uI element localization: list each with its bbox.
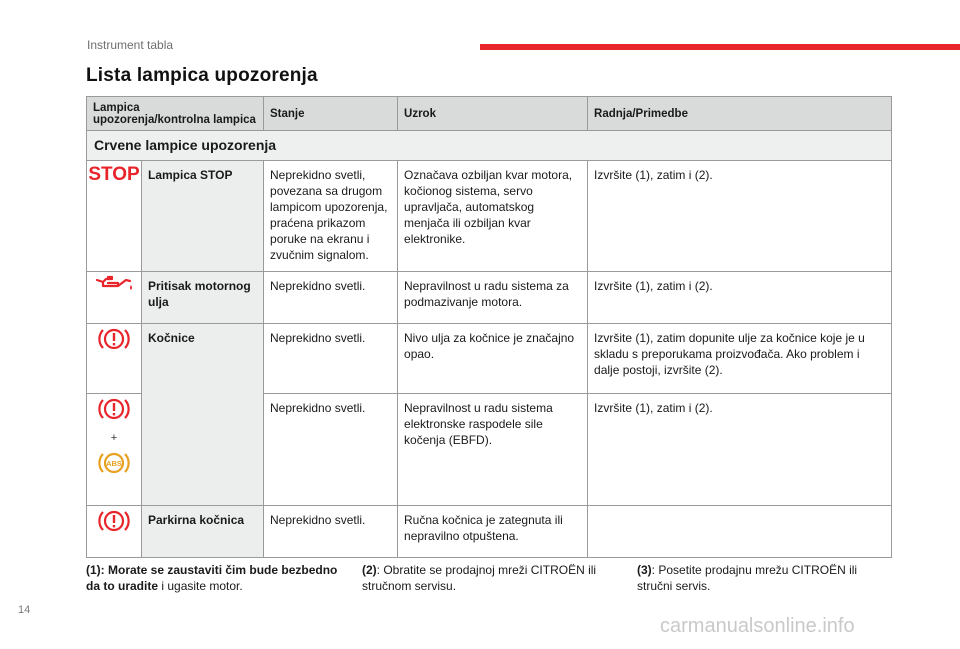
- lamp-action: Izvršite (1), zatim i (2).: [588, 272, 892, 324]
- plus-sign: +: [110, 432, 118, 444]
- footnote-2: [362, 562, 622, 594]
- warning-lights-table: [86, 96, 892, 558]
- lamp-state: Neprekidno svetli.: [264, 272, 398, 324]
- page-number: 14: [18, 604, 31, 616]
- footnote-1: [86, 562, 346, 594]
- column-header-state: Stanje: [264, 97, 398, 131]
- brake-warning-icon: [97, 394, 131, 424]
- category-title: Crvene lampice upozorenja: [87, 131, 892, 161]
- lamp-cause: Nepravilnost u radu sistema elektronske raspodele sile kočenja (EBFD).: [398, 394, 588, 506]
- lamp-name: Pritisak motornog ulja: [142, 272, 264, 324]
- lamp-action: Izvršite (1), zatim i (2).: [588, 394, 892, 506]
- lamp-name: Lampica STOP: [142, 161, 264, 272]
- oil-can-icon: [87, 272, 142, 324]
- stop-icon: [87, 161, 142, 272]
- footnote-2-text: : Obratite se prodajnoj mreži CITROËN ili stručnom servisu.: [362, 563, 597, 593]
- watermark: carmanualsonline.info: [660, 615, 855, 637]
- category-row: [87, 131, 892, 161]
- footnote-2-ref: (2): [362, 563, 377, 577]
- lamp-action: Izvršite (1), zatim i (2).: [588, 161, 892, 272]
- footnote-1-ref: (1): [86, 563, 101, 577]
- column-header-lamp: Lampica upozorenja/kontrolna lampica: [87, 97, 264, 131]
- lamp-state: Neprekidno svetli, povezana sa drugom lampicom upozorenja, praćena prikazom poruke na ekranu i zvučnim signalom.: [264, 161, 398, 272]
- lamp-cause: Ručna kočnica je zategnuta ili nepravilno otpuštena.: [398, 506, 588, 558]
- lamp-name: Parkirna kočnica: [142, 506, 264, 558]
- lamp-cause: Označava ozbiljan kvar motora, kočionog sistema, servo upravljača, automatskog menjača ili ozbiljan kvar elektronike.: [398, 161, 588, 272]
- lamp-name: Kočnice: [142, 324, 264, 506]
- footnote-1-text: i ugasite motor.: [158, 579, 243, 593]
- footnote-3-text: : Posetite prodajnu mrežu CITROËN ili stručni servis.: [637, 563, 858, 593]
- column-header-action: Radnja/Primedbe: [588, 97, 892, 131]
- lamp-state: Neprekidno svetli.: [264, 506, 398, 558]
- svg-text:ABS: ABS: [106, 459, 122, 468]
- brake-warning-icon: [87, 324, 142, 394]
- brake-abs-icon: [87, 394, 142, 506]
- table-row: [87, 324, 892, 394]
- table-row: [87, 272, 892, 324]
- svg-text:STOP: STOP: [88, 164, 140, 185]
- lamp-cause: Nivo ulja za kočnice je značajno opao.: [398, 324, 588, 394]
- table-row: [87, 161, 892, 272]
- section-label: Instrument tabla: [87, 38, 174, 52]
- lamp-cause: Nepravilnost u radu sistema za podmazivanje motora.: [398, 272, 588, 324]
- lamp-state: Neprekidno svetli.: [264, 324, 398, 394]
- lamp-action: Izvršite (1), zatim dopunite ulje za kočnice koje je u skladu s preporukama proizvođača. Ako problem i dalje postoji, izvršite (2).: [588, 324, 892, 394]
- footnote-1-bold: : Morate se zaustaviti čim bude bezbedno da to uradite: [86, 563, 338, 593]
- parking-brake-icon: [87, 506, 142, 558]
- abs-icon: [97, 448, 131, 478]
- footnote-3: [637, 562, 877, 594]
- table-row: [87, 506, 892, 558]
- table-header-row: [87, 97, 892, 131]
- accent-bar: [480, 44, 960, 50]
- page-title: Lista lampica upozorenja: [86, 65, 318, 86]
- column-header-cause: Uzrok: [398, 97, 588, 131]
- footnote-3-ref: (3): [637, 563, 652, 577]
- lamp-action: [588, 506, 892, 558]
- lamp-state: Neprekidno svetli.: [264, 394, 398, 506]
